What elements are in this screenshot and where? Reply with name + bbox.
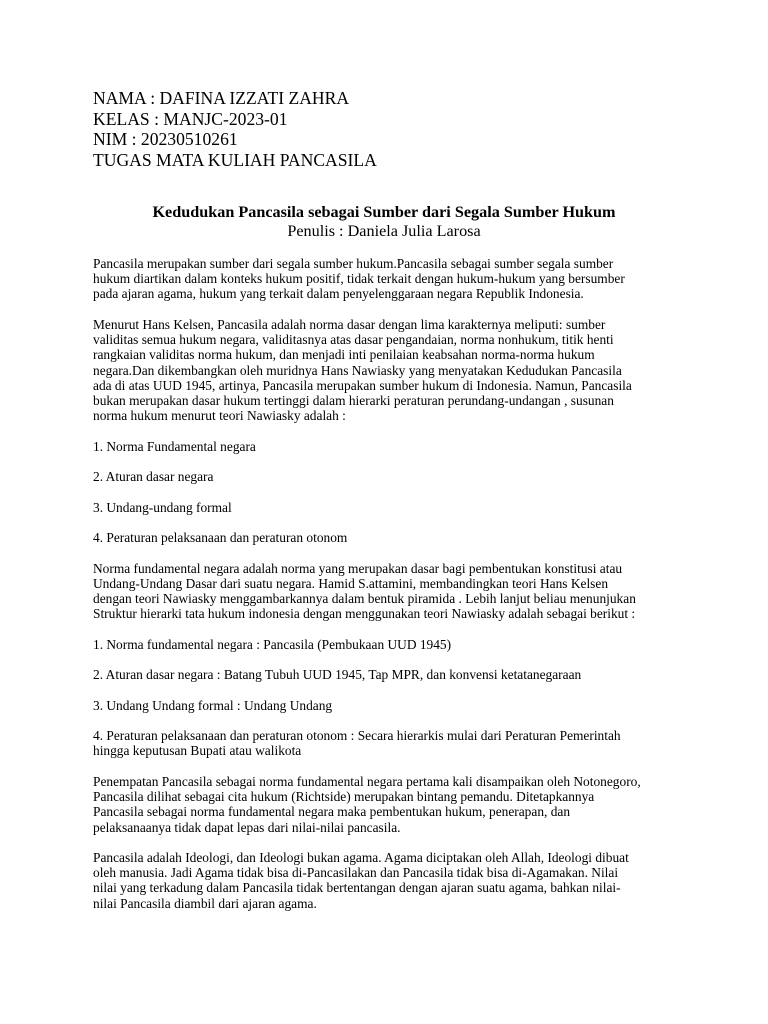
text-line: nilai yang terkadung dalam Pancasila tidak bertentangan dengan ajaran suatu agama, bahkan nilai- <box>93 880 621 896</box>
text-line: negara.Dan dikembangkan oleh muridnya Hans Nawiasky yang menyatakan Kedudukan Pancasila <box>93 362 622 378</box>
text-line: Pancasila sebagai norma fundamental negara maka pembentukan hukum, penerapan, dan <box>93 804 571 820</box>
paragraph <box>93 439 683 454</box>
text-line: norma hukum menurut teori Nawiasky adalah : <box>93 408 346 424</box>
text-line: Undang-Undang Dasar dari suatu negara. Hamid S.attamini, membandingkan teori Hans Kelsen <box>93 575 609 591</box>
text-line: hukum diartikan dalam konteks hukum positif, tidak terkait dengan hukum-hukum yang bersumber <box>93 271 625 287</box>
text-line: 1. Norma Fundamental negara <box>93 438 256 454</box>
text-line: pelaksanaanya tidak dapat lepas dari nilai-nilai pancasila. <box>93 819 401 835</box>
text-line: 1. Norma fundamental negara : Pancasila (Pembukaan UUD 1945) <box>93 636 452 652</box>
text-line: validitas semua hukum negara, validitasnya atas dasar pengandaian, norma nonhukum, titik henti <box>93 332 614 348</box>
text-line: 4. Peraturan pelaksanaan dan peraturan otonom <box>93 530 348 546</box>
paragraph <box>93 561 683 622</box>
paragraph <box>93 728 683 758</box>
document-title: Kedudukan Pancasila sebagai Sumber dari Segala Sumber Hukum <box>152 203 616 221</box>
text-line: Struktur hierarki tata hukum indonesia dengan menggunakan teori Nawiasky adalah sebagai berikut : <box>93 606 636 622</box>
text-line: 2. Aturan dasar negara <box>93 469 214 485</box>
paragraph <box>93 774 683 835</box>
text-line: 3. Undang-undang formal <box>93 499 232 515</box>
paragraph <box>93 637 683 652</box>
text-line: Pancasila adalah Ideologi, dan Ideologi bukan agama. Agama diciptakan oleh Allah, Ideologi dibuat <box>93 850 629 866</box>
paragraph <box>93 530 683 545</box>
paragraph <box>93 667 683 682</box>
text-line: hingga keputusan Bupati atau walikota <box>93 743 302 759</box>
paragraph <box>93 317 683 423</box>
text-line: rangkaian validitas norma hukum, dan menjadi inti penilaian keabsahan norma-norma hukum <box>93 347 595 363</box>
paragraph <box>93 850 683 911</box>
text-line: 3. Undang Undang formal : Undang Undang <box>93 697 333 713</box>
paragraph <box>93 469 683 484</box>
text-line: Penempatan Pancasila sebagai norma fundamental negara pertama kali disampaikan oleh Notonegoro, <box>93 773 641 789</box>
document-body <box>93 256 683 926</box>
assignment-title: TUGAS MATA KULIAH PANCASILA <box>93 149 377 170</box>
text-line: 4. Peraturan pelaksanaan dan peraturan otonom : Secara hierarkis mulai dari Peraturan Pemerintah <box>93 728 621 744</box>
paragraph <box>93 256 683 302</box>
student-id: NIM : 20230510261 <box>93 129 238 149</box>
text-line: Pancasila merupakan sumber dari segala sumber hukum.Pancasila sebagai sumber segala sumber <box>93 256 614 271</box>
text-line: Pancasila dilihat sebagai cita hukum (Richtside) merupakan bintang pemandu. Ditetapkannya <box>93 789 595 805</box>
text-line: Menurut Hans Kelsen, Pancasila adalah norma dasar dengan lima karakternya meliputi: sumber <box>93 316 606 332</box>
text-line: pada ajaran agama, hukum yang terkait dalam penyelenggaraan negara Republik Indonesia. <box>93 286 584 302</box>
text-line: bukan merupakan dasar hukum tertinggi dalam hierarki peraturan perundang-undangan , susunan <box>93 392 614 408</box>
student-class: KELAS : MANJC-2023-01 <box>93 108 288 129</box>
text-line: 2. Aturan dasar negara : Batang Tubuh UUD 1945, Tap MPR, dan konvensi ketatanegaraan <box>93 667 582 683</box>
text-line: ada di atas UUD 1945, artinya, Pancasila merupakan sumber hukum di Indonesia. Namun, Pancasila <box>93 377 632 393</box>
text-line: oleh manusia. Jadi Agama tidak bisa di-Pancasilakan dan Pancasila tidak bisa di-Agamakan. Nilai <box>93 865 619 881</box>
text-line: nilai Pancasila diambil dari ajaran agama. <box>93 895 317 911</box>
paragraph <box>93 500 683 515</box>
text-line: dengan teori Nawiasky menggambarkannya dalam bentuk piramida . Lebih lanjut beliau menunjukan <box>93 591 636 607</box>
student-name: NAMA : DAFINA IZZATI ZAHRA <box>93 88 350 108</box>
text-line: Norma fundamental negara adalah norma yang merupakan dasar bagi pembentukan konstitusi atau <box>93 560 623 576</box>
document-author: Penulis : Daniela Julia Larosa <box>287 222 481 240</box>
student-info-header <box>93 88 693 170</box>
paragraph <box>93 698 683 713</box>
